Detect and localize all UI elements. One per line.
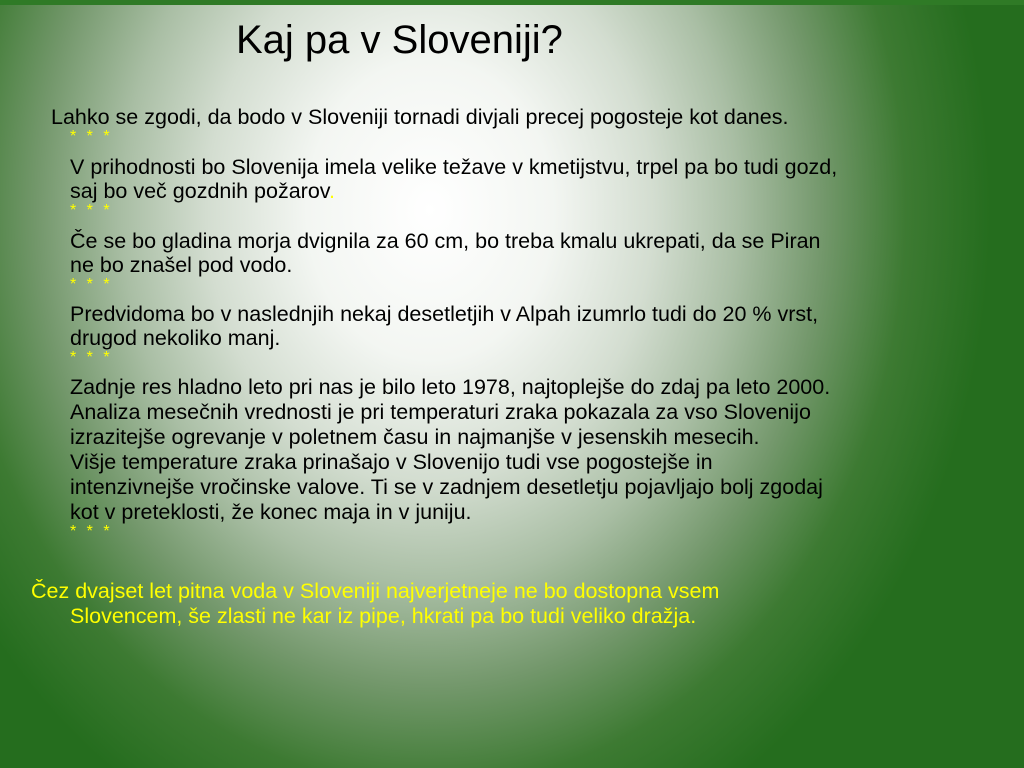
- paragraph-tornadoes: Lahko se zgodi, da bodo v Sloveniji tornadi divjali precej pogosteje kot danes.: [51, 105, 789, 129]
- paragraph-agriculture-line-1: V prihodnosti bo Slovenija imela velike težave v kmetijstvu, trpel pa bo tudi gozd,: [70, 155, 838, 179]
- separator-2: * * *: [70, 202, 113, 219]
- paragraph-alps-line-2: drugod nekoliko manj.: [70, 326, 281, 350]
- paragraph-agriculture-line-2: saj bo več gozdnih požarov.: [70, 179, 335, 203]
- paragraph-sea-level-line-2: ne bo znašel pod vodo.: [70, 253, 293, 277]
- paragraph-sea-level-line-1: Če se bo gladina morja dvignila za 60 cm, bo treba kmalu ukrepati, da se Piran: [70, 229, 821, 253]
- paragraph-temperature-line-6: kot v preteklosti, že konec maja in v juniju.: [70, 500, 472, 524]
- paragraph-water-line-2: Slovencem, še zlasti ne kar iz pipe, hkrati pa bo tudi veliko dražja.: [70, 604, 697, 628]
- separator-5: * * *: [70, 523, 113, 540]
- top-border: [0, 0, 1024, 5]
- separator-1: * * *: [70, 128, 113, 145]
- separator-4: * * *: [70, 349, 113, 366]
- paragraph-temperature-line-2: Analiza mesečnih vrednosti je pri temperaturi zraka pokazala za vso Slovenijo: [70, 400, 811, 424]
- paragraph-temperature-line-4: Višje temperature zraka prinašajo v Slovenijo tudi vse pogostejše in: [70, 450, 713, 474]
- slide-title: Kaj pa v Sloveniji?: [236, 18, 563, 62]
- separator-3: * * *: [70, 276, 113, 293]
- paragraph-temperature-line-5: intenzivnejše vročinske valove. Ti se v zadnjem desetletju pojavljajo bolj zgodaj: [70, 475, 823, 499]
- paragraph-alps-line-1: Predvidoma bo v naslednjih nekaj desetletjih v Alpah izumrlo tudi do 20 % vrst,: [70, 302, 819, 326]
- paragraph-temperature-line-1: Zadnje res hladno leto pri nas je bilo leto 1978, najtoplejše do zdaj pa leto 2000.: [70, 375, 831, 399]
- paragraph-water-line-1: Čez dvajset let pitna voda v Sloveniji najverjetneje ne bo dostopna vsem: [31, 579, 720, 603]
- paragraph-temperature-line-3: izrazitejše ogrevanje v poletnem času in najmanjše v jesenskih mesecih.: [70, 425, 760, 449]
